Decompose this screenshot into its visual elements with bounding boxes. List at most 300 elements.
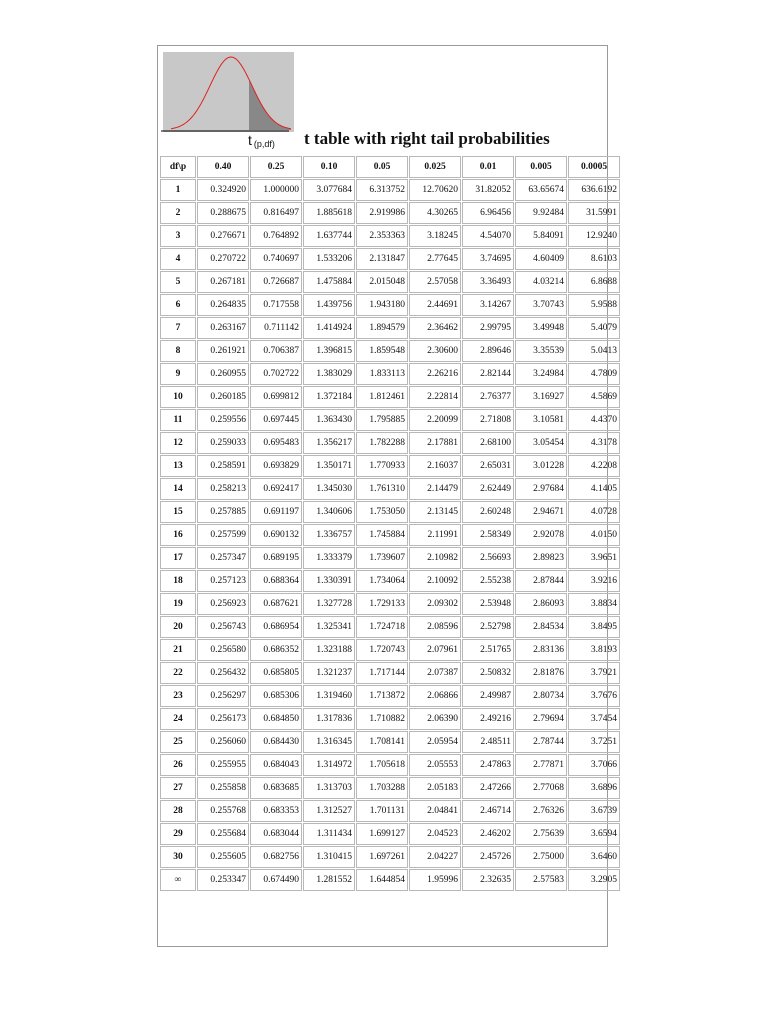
value-cell: 0.264835 xyxy=(197,294,249,316)
value-cell: 0.695483 xyxy=(250,432,302,454)
value-cell: 1.761310 xyxy=(356,478,408,500)
value-cell: 2.22814 xyxy=(409,386,461,408)
value-cell: 0.257347 xyxy=(197,547,249,569)
value-cell: 0.697445 xyxy=(250,409,302,431)
table-row xyxy=(160,547,620,569)
value-cell: 31.82052 xyxy=(462,179,514,201)
value-cell: 1.708141 xyxy=(356,731,408,753)
value-cell: 1.729133 xyxy=(356,593,408,615)
value-cell: 1.943180 xyxy=(356,294,408,316)
df-cell: 28 xyxy=(160,800,196,822)
t-distribution-curve-icon xyxy=(163,52,294,132)
value-cell: 2.10982 xyxy=(409,547,461,569)
value-cell: 1.317836 xyxy=(303,708,355,730)
table-row xyxy=(160,823,620,845)
value-cell: 0.324920 xyxy=(197,179,249,201)
value-cell: 0.259033 xyxy=(197,432,249,454)
value-cell: 3.9216 xyxy=(568,570,620,592)
value-cell: 0.253347 xyxy=(197,869,249,891)
value-cell: 2.14479 xyxy=(409,478,461,500)
value-cell: 1.885618 xyxy=(303,202,355,224)
value-cell: 3.7066 xyxy=(568,754,620,776)
value-cell: 0.259556 xyxy=(197,409,249,431)
table-row xyxy=(160,202,620,224)
value-cell: 2.07961 xyxy=(409,639,461,661)
value-cell: 2.30600 xyxy=(409,340,461,362)
value-cell: 0.684430 xyxy=(250,731,302,753)
value-cell: 1.475884 xyxy=(303,271,355,293)
value-cell: 0.257599 xyxy=(197,524,249,546)
table-row xyxy=(160,708,620,730)
corner-header: df\p xyxy=(160,156,196,178)
value-cell: 2.76377 xyxy=(462,386,514,408)
value-cell: 3.2905 xyxy=(568,869,620,891)
value-cell: 2.89823 xyxy=(515,547,567,569)
column-header: 0.025 xyxy=(409,156,461,178)
table-row xyxy=(160,294,620,316)
df-cell: 22 xyxy=(160,662,196,684)
value-cell: 4.0150 xyxy=(568,524,620,546)
value-cell: 3.35539 xyxy=(515,340,567,362)
value-cell: 2.05954 xyxy=(409,731,461,753)
value-cell: 9.92484 xyxy=(515,202,567,224)
value-cell: 2.51765 xyxy=(462,639,514,661)
value-cell: 2.58349 xyxy=(462,524,514,546)
df-cell: 15 xyxy=(160,501,196,523)
value-cell: 2.94671 xyxy=(515,501,567,523)
value-cell: 3.6460 xyxy=(568,846,620,868)
value-cell: 0.256580 xyxy=(197,639,249,661)
value-cell: 0.270722 xyxy=(197,248,249,270)
value-cell: 1.795885 xyxy=(356,409,408,431)
value-cell: 6.8688 xyxy=(568,271,620,293)
value-cell: 2.26216 xyxy=(409,363,461,385)
df-cell: 4 xyxy=(160,248,196,270)
value-cell: 0.255768 xyxy=(197,800,249,822)
df-cell: 8 xyxy=(160,340,196,362)
value-cell: 1.713872 xyxy=(356,685,408,707)
value-cell: 1.734064 xyxy=(356,570,408,592)
value-cell: 0.683685 xyxy=(250,777,302,799)
df-cell: 11 xyxy=(160,409,196,431)
value-cell: 2.06866 xyxy=(409,685,461,707)
value-cell: 0.692417 xyxy=(250,478,302,500)
df-cell: 3 xyxy=(160,225,196,247)
value-cell: 2.83136 xyxy=(515,639,567,661)
value-cell: 1.327728 xyxy=(303,593,355,615)
value-cell: 2.919986 xyxy=(356,202,408,224)
value-cell: 2.04227 xyxy=(409,846,461,868)
value-cell: 1.314972 xyxy=(303,754,355,776)
value-cell: 1.319460 xyxy=(303,685,355,707)
value-cell: 2.71808 xyxy=(462,409,514,431)
value-cell: 2.10092 xyxy=(409,570,461,592)
column-header: 0.25 xyxy=(250,156,302,178)
df-cell: 10 xyxy=(160,386,196,408)
value-cell: 1.396815 xyxy=(303,340,355,362)
t-critical-values-table xyxy=(159,155,621,892)
value-cell: 0.686954 xyxy=(250,616,302,638)
value-cell: 3.8193 xyxy=(568,639,620,661)
value-cell: 12.9240 xyxy=(568,225,620,247)
value-cell: 0.685306 xyxy=(250,685,302,707)
value-cell: 0.683044 xyxy=(250,823,302,845)
value-cell: 3.8834 xyxy=(568,593,620,615)
table-row xyxy=(160,386,620,408)
column-header: 0.10 xyxy=(303,156,355,178)
value-cell: 2.65031 xyxy=(462,455,514,477)
value-cell: 1.321237 xyxy=(303,662,355,684)
df-cell: 26 xyxy=(160,754,196,776)
table-row xyxy=(160,616,620,638)
value-cell: 1.330391 xyxy=(303,570,355,592)
value-cell: 0.684850 xyxy=(250,708,302,730)
value-cell: 0.267181 xyxy=(197,271,249,293)
value-cell: 1.833113 xyxy=(356,363,408,385)
value-cell: 0.255684 xyxy=(197,823,249,845)
table-row xyxy=(160,455,620,477)
table-row xyxy=(160,363,620,385)
critical-value-label xyxy=(248,132,275,148)
value-cell: 2.09302 xyxy=(409,593,461,615)
value-cell: 0.260955 xyxy=(197,363,249,385)
value-cell: 0.276671 xyxy=(197,225,249,247)
value-cell: 6.96456 xyxy=(462,202,514,224)
t-symbol: t xyxy=(248,132,252,148)
value-cell: 2.015048 xyxy=(356,271,408,293)
value-cell: 8.6103 xyxy=(568,248,620,270)
value-cell: 3.077684 xyxy=(303,179,355,201)
value-cell: 0.255955 xyxy=(197,754,249,776)
value-cell: 2.77645 xyxy=(409,248,461,270)
value-cell: 1.310415 xyxy=(303,846,355,868)
table-row xyxy=(160,317,620,339)
table-row xyxy=(160,225,620,247)
value-cell: 1.644854 xyxy=(356,869,408,891)
value-cell: 1.350171 xyxy=(303,455,355,477)
df-cell: 6 xyxy=(160,294,196,316)
value-cell: 2.131847 xyxy=(356,248,408,270)
table-body xyxy=(160,179,620,891)
value-cell: 4.0728 xyxy=(568,501,620,523)
value-cell: 2.57058 xyxy=(409,271,461,293)
table-row xyxy=(160,179,620,201)
df-cell: 12 xyxy=(160,432,196,454)
df-cell: 27 xyxy=(160,777,196,799)
table-row xyxy=(160,478,620,500)
value-cell: 1.316345 xyxy=(303,731,355,753)
value-cell: 1.333379 xyxy=(303,547,355,569)
value-cell: 2.84534 xyxy=(515,616,567,638)
value-cell: 2.81876 xyxy=(515,662,567,684)
value-cell: 4.03214 xyxy=(515,271,567,293)
value-cell: 3.7251 xyxy=(568,731,620,753)
value-cell: 1.345030 xyxy=(303,478,355,500)
value-cell: 4.3178 xyxy=(568,432,620,454)
value-cell: 1.720743 xyxy=(356,639,408,661)
value-cell: 1.697261 xyxy=(356,846,408,868)
value-cell: 0.706387 xyxy=(250,340,302,362)
value-cell: 1.000000 xyxy=(250,179,302,201)
value-cell: 1.281552 xyxy=(303,869,355,891)
value-cell: 1.533206 xyxy=(303,248,355,270)
value-cell: 1.439756 xyxy=(303,294,355,316)
value-cell: 2.36462 xyxy=(409,317,461,339)
df-cell: 9 xyxy=(160,363,196,385)
value-cell: 2.44691 xyxy=(409,294,461,316)
value-cell: 2.60248 xyxy=(462,501,514,523)
value-cell: 1.323188 xyxy=(303,639,355,661)
value-cell: 2.57583 xyxy=(515,869,567,891)
value-cell: 0.256297 xyxy=(197,685,249,707)
t-distribution-figure xyxy=(163,52,294,132)
t-subscript: (p,df) xyxy=(253,139,275,149)
value-cell: 1.703288 xyxy=(356,777,408,799)
value-cell: 1.782288 xyxy=(356,432,408,454)
value-cell: 2.46714 xyxy=(462,800,514,822)
column-header: 0.05 xyxy=(356,156,408,178)
df-cell: 5 xyxy=(160,271,196,293)
table-row xyxy=(160,340,620,362)
column-header: 0.01 xyxy=(462,156,514,178)
table-row xyxy=(160,685,620,707)
value-cell: 1.701131 xyxy=(356,800,408,822)
table-row xyxy=(160,271,620,293)
value-cell: 2.06390 xyxy=(409,708,461,730)
df-cell: 20 xyxy=(160,616,196,638)
df-cell: 7 xyxy=(160,317,196,339)
value-cell: 2.82144 xyxy=(462,363,514,385)
value-cell: 5.0413 xyxy=(568,340,620,362)
value-cell: 0.260185 xyxy=(197,386,249,408)
value-cell: 12.70620 xyxy=(409,179,461,201)
value-cell: 3.7676 xyxy=(568,685,620,707)
table-row xyxy=(160,869,620,891)
value-cell: 3.14267 xyxy=(462,294,514,316)
value-cell: 4.5869 xyxy=(568,386,620,408)
value-cell: 1.753050 xyxy=(356,501,408,523)
value-cell: 3.16927 xyxy=(515,386,567,408)
value-cell: 0.702722 xyxy=(250,363,302,385)
value-cell: 2.78744 xyxy=(515,731,567,753)
column-header-row xyxy=(160,156,620,178)
value-cell: 0.693829 xyxy=(250,455,302,477)
df-cell: 19 xyxy=(160,593,196,615)
value-cell: 1.313703 xyxy=(303,777,355,799)
table-row xyxy=(160,639,620,661)
value-cell: 0.686352 xyxy=(250,639,302,661)
column-header: 0.005 xyxy=(515,156,567,178)
value-cell: 2.50832 xyxy=(462,662,514,684)
value-cell: 0.288675 xyxy=(197,202,249,224)
value-cell: 0.687621 xyxy=(250,593,302,615)
df-cell: 1 xyxy=(160,179,196,201)
value-cell: 0.689195 xyxy=(250,547,302,569)
value-cell: 0.257885 xyxy=(197,501,249,523)
value-cell: 3.05454 xyxy=(515,432,567,454)
df-cell: 24 xyxy=(160,708,196,730)
df-cell: 2 xyxy=(160,202,196,224)
value-cell: 63.65674 xyxy=(515,179,567,201)
value-cell: 2.07387 xyxy=(409,662,461,684)
value-cell: 5.4079 xyxy=(568,317,620,339)
value-cell: 3.7454 xyxy=(568,708,620,730)
value-cell: 2.08596 xyxy=(409,616,461,638)
df-cell: 18 xyxy=(160,570,196,592)
value-cell: 3.8495 xyxy=(568,616,620,638)
value-cell: 2.17881 xyxy=(409,432,461,454)
table-row xyxy=(160,800,620,822)
table-row xyxy=(160,248,620,270)
value-cell: 1.95996 xyxy=(409,869,461,891)
value-cell: 3.6594 xyxy=(568,823,620,845)
value-cell: 1.363430 xyxy=(303,409,355,431)
value-cell: 2.68100 xyxy=(462,432,514,454)
value-cell: 1.724718 xyxy=(356,616,408,638)
t-table-document xyxy=(157,45,617,947)
value-cell: 3.6896 xyxy=(568,777,620,799)
value-cell: 1.414924 xyxy=(303,317,355,339)
value-cell: 2.75639 xyxy=(515,823,567,845)
value-cell: 2.52798 xyxy=(462,616,514,638)
value-cell: 0.717558 xyxy=(250,294,302,316)
value-cell: 0.255605 xyxy=(197,846,249,868)
value-cell: 4.30265 xyxy=(409,202,461,224)
value-cell: 1.710882 xyxy=(356,708,408,730)
df-cell: 25 xyxy=(160,731,196,753)
figure-panel xyxy=(163,52,294,132)
value-cell: 1.336757 xyxy=(303,524,355,546)
value-cell: 2.32635 xyxy=(462,869,514,891)
value-cell: 2.46202 xyxy=(462,823,514,845)
value-cell: 0.258213 xyxy=(197,478,249,500)
df-cell: 13 xyxy=(160,455,196,477)
value-cell: 2.97684 xyxy=(515,478,567,500)
value-cell: 2.99795 xyxy=(462,317,514,339)
value-cell: 2.89646 xyxy=(462,340,514,362)
value-cell: 4.7809 xyxy=(568,363,620,385)
table-row xyxy=(160,754,620,776)
value-cell: 0.816497 xyxy=(250,202,302,224)
value-cell: 0.257123 xyxy=(197,570,249,592)
value-cell: 0.740697 xyxy=(250,248,302,270)
value-cell: 0.682756 xyxy=(250,846,302,868)
value-cell: 2.48511 xyxy=(462,731,514,753)
value-cell: 0.684043 xyxy=(250,754,302,776)
value-cell: 1.745884 xyxy=(356,524,408,546)
value-cell: 1.894579 xyxy=(356,317,408,339)
value-cell: 0.691197 xyxy=(250,501,302,523)
value-cell: 2.47863 xyxy=(462,754,514,776)
value-cell: 2.13145 xyxy=(409,501,461,523)
table-row xyxy=(160,593,620,615)
page-title: t table with right tail probabilities xyxy=(304,129,550,148)
value-cell: 2.49216 xyxy=(462,708,514,730)
value-cell: 3.70743 xyxy=(515,294,567,316)
value-cell: 2.20099 xyxy=(409,409,461,431)
table-row xyxy=(160,662,620,684)
value-cell: 2.86093 xyxy=(515,593,567,615)
value-cell: 0.688364 xyxy=(250,570,302,592)
table-header xyxy=(158,46,607,156)
value-cell: 2.11991 xyxy=(409,524,461,546)
value-cell: 636.6192 xyxy=(568,179,620,201)
table-row xyxy=(160,501,620,523)
value-cell: 3.9651 xyxy=(568,547,620,569)
df-cell: 30 xyxy=(160,846,196,868)
value-cell: 3.49948 xyxy=(515,317,567,339)
value-cell: 2.04841 xyxy=(409,800,461,822)
column-header: 0.0005 xyxy=(568,156,620,178)
value-cell: 4.1405 xyxy=(568,478,620,500)
value-cell: 2.75000 xyxy=(515,846,567,868)
value-cell: 5.9588 xyxy=(568,294,620,316)
value-cell: 31.5991 xyxy=(568,202,620,224)
value-cell: 0.685805 xyxy=(250,662,302,684)
value-cell: 1.812461 xyxy=(356,386,408,408)
value-cell: 2.04523 xyxy=(409,823,461,845)
value-cell: 0.699812 xyxy=(250,386,302,408)
table-row xyxy=(160,524,620,546)
value-cell: 1.770933 xyxy=(356,455,408,477)
value-cell: 0.726687 xyxy=(250,271,302,293)
value-cell: 2.80734 xyxy=(515,685,567,707)
value-cell: 2.49987 xyxy=(462,685,514,707)
value-cell: 0.256060 xyxy=(197,731,249,753)
table-row xyxy=(160,777,620,799)
value-cell: 2.56693 xyxy=(462,547,514,569)
value-cell: 3.18245 xyxy=(409,225,461,247)
value-cell: 0.263167 xyxy=(197,317,249,339)
value-cell: 1.340606 xyxy=(303,501,355,523)
value-cell: 2.77871 xyxy=(515,754,567,776)
value-cell: 3.6739 xyxy=(568,800,620,822)
value-cell: 3.01228 xyxy=(515,455,567,477)
value-cell: 1.312527 xyxy=(303,800,355,822)
df-cell: ∞ xyxy=(160,869,196,891)
df-cell: 14 xyxy=(160,478,196,500)
value-cell: 4.60409 xyxy=(515,248,567,270)
value-cell: 0.690132 xyxy=(250,524,302,546)
df-cell: 23 xyxy=(160,685,196,707)
value-cell: 2.16037 xyxy=(409,455,461,477)
table-row xyxy=(160,570,620,592)
value-cell: 0.711142 xyxy=(250,317,302,339)
value-cell: 1.383029 xyxy=(303,363,355,385)
value-cell: 1.311434 xyxy=(303,823,355,845)
value-cell: 4.4370 xyxy=(568,409,620,431)
table-row xyxy=(160,731,620,753)
value-cell: 0.256173 xyxy=(197,708,249,730)
value-cell: 0.261921 xyxy=(197,340,249,362)
value-cell: 0.256743 xyxy=(197,616,249,638)
value-cell: 1.699127 xyxy=(356,823,408,845)
value-cell: 2.92078 xyxy=(515,524,567,546)
df-cell: 16 xyxy=(160,524,196,546)
value-cell: 4.2208 xyxy=(568,455,620,477)
value-cell: 2.353363 xyxy=(356,225,408,247)
value-cell: 1.739607 xyxy=(356,547,408,569)
table-row xyxy=(160,846,620,868)
value-cell: 2.55238 xyxy=(462,570,514,592)
df-cell: 21 xyxy=(160,639,196,661)
df-cell: 17 xyxy=(160,547,196,569)
value-cell: 4.54070 xyxy=(462,225,514,247)
value-cell: 2.77068 xyxy=(515,777,567,799)
value-cell: 0.258591 xyxy=(197,455,249,477)
value-cell: 2.05553 xyxy=(409,754,461,776)
value-cell: 3.74695 xyxy=(462,248,514,270)
